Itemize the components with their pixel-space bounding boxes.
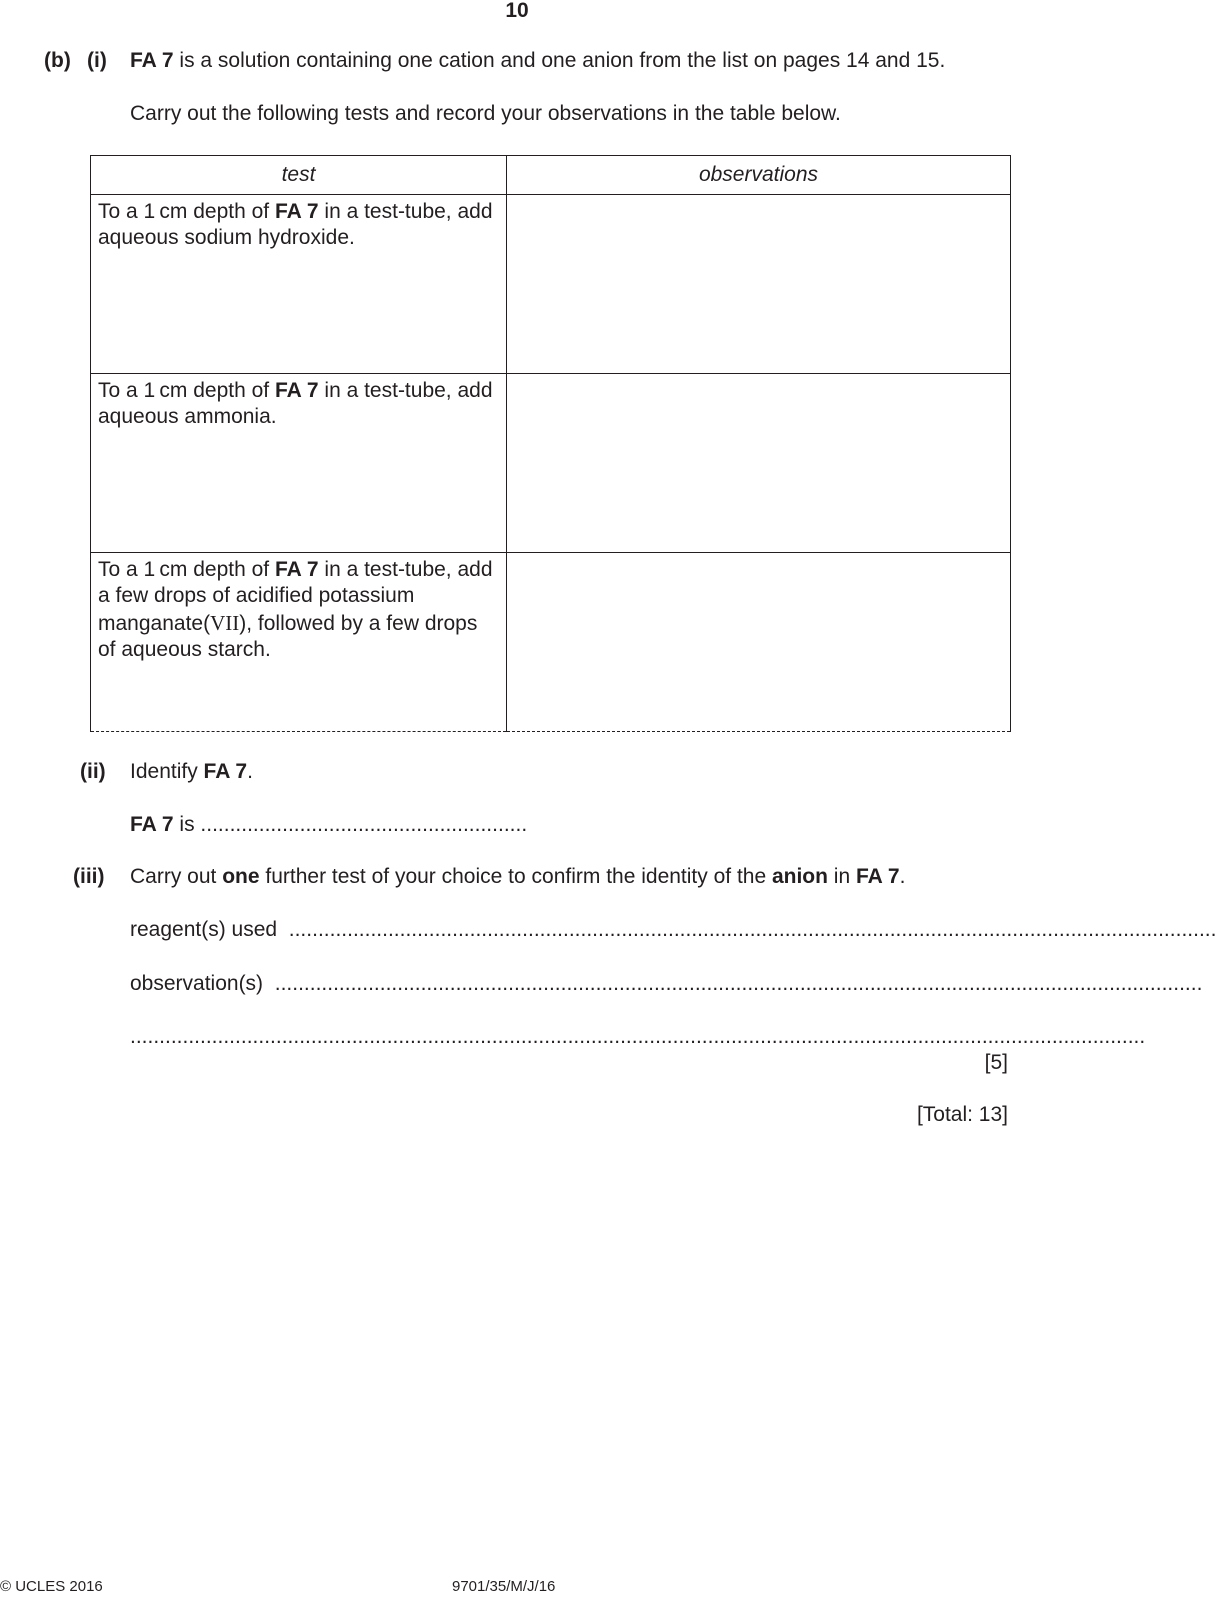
observation-cell[interactable]: [507, 374, 1011, 553]
test-cell: To a 1 cm depth of FA 7 in a test-tube, add a few drops of acidified potassium manganate(VII), followed by a few drops of aqueous starch.: [91, 553, 507, 732]
part-ii-label: (ii): [80, 760, 106, 783]
part-iii-label: (iii): [73, 865, 105, 888]
total-marks: [Total: 13]: [916, 1103, 1008, 1126]
header-observations: observations: [507, 156, 1011, 195]
fa7-answer-line[interactable]: FA 7 is ........................................................: [130, 813, 528, 836]
observation-answer-line-2[interactable]: [130, 1024, 1146, 1050]
observations-table: [90, 155, 1011, 732]
intro-rest: is a solution containing one cation and one anion from the list on pages 14 and 15.: [173, 49, 946, 72]
dotted-line: ..............................................................................................................................................................................: [130, 1025, 1146, 1048]
dotted-line: ...............................................................................................................................................................: [274, 972, 1203, 995]
further-test-text: Carry out one further test of your choice to confirm the identity of the anion in FA 7.: [130, 865, 906, 888]
footer-code: 9701/35/M/J/16: [452, 1578, 556, 1595]
header-test: test: [91, 156, 507, 195]
observation-cell[interactable]: [507, 195, 1011, 374]
intro-text: [130, 48, 945, 74]
table-row: [91, 195, 1011, 374]
test-cell: To a 1 cm depth of FA 7 in a test-tube, add aqueous ammonia.: [91, 374, 507, 553]
test-cell: To a 1 cm depth of FA 7 in a test-tube, add aqueous sodium hydroxide.: [91, 195, 507, 374]
footer-copyright: © UCLES 2016: [0, 1578, 103, 1595]
observation-answer-line[interactable]: [130, 971, 1203, 997]
table-header-row: [91, 156, 1011, 195]
reagent-answer-line[interactable]: [130, 917, 1216, 943]
identify-text: Identify FA 7.: [130, 760, 253, 783]
table-row: [91, 553, 1011, 732]
fa7-bold: FA 7: [130, 49, 174, 72]
table-row: [91, 374, 1011, 553]
part-i-label: (i): [87, 49, 107, 72]
part-b-label: (b): [44, 49, 71, 72]
page-number: 10: [505, 0, 529, 22]
marks-5: [5]: [984, 1051, 1008, 1074]
observation-label: observation(s): [130, 972, 264, 995]
instruction-text: Carry out the following tests and record your observations in the table below.: [130, 102, 841, 125]
observation-cell[interactable]: [507, 553, 1011, 732]
dotted-line: ...............................................................................................................................................................: [288, 918, 1216, 941]
reagent-label: reagent(s) used: [130, 918, 278, 941]
